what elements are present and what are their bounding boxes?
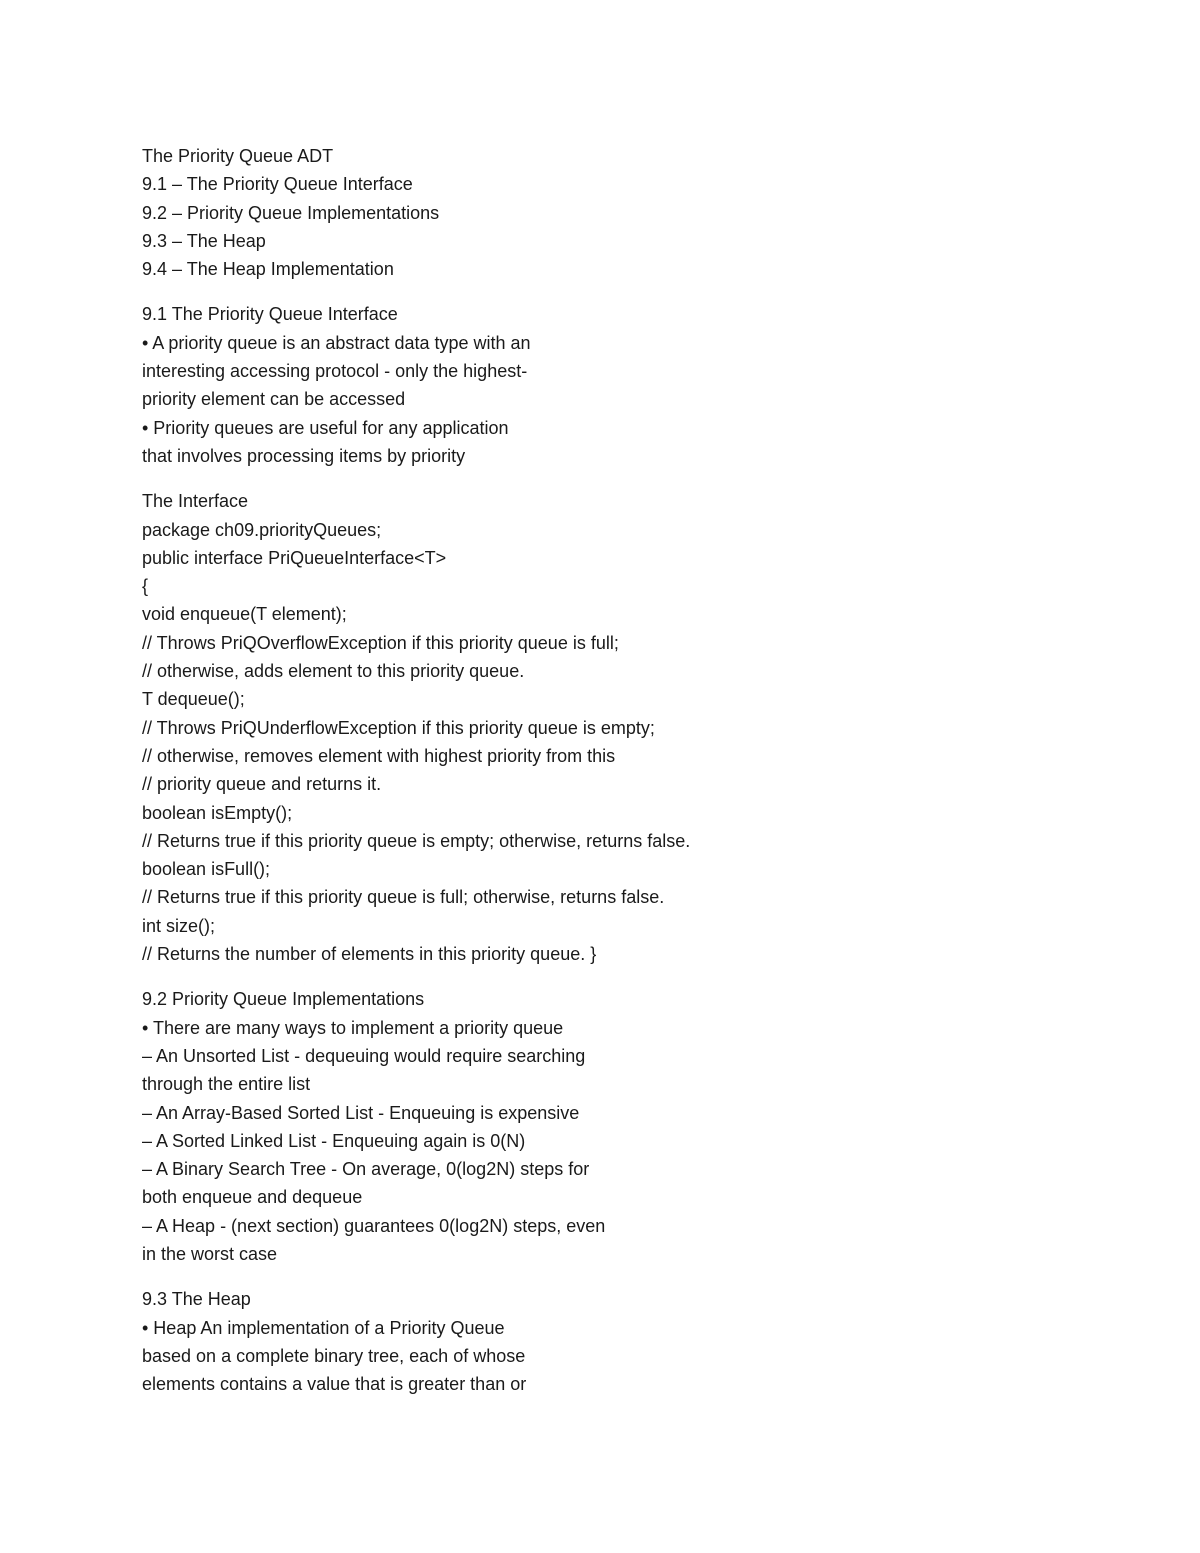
text-line: based on a complete binary tree, each of whose — [142, 1345, 526, 1366]
code-line: // otherwise, removes element with highest priority from this — [142, 745, 616, 766]
code-line: public interface PriQueueInterface<T> — [142, 547, 447, 568]
paragraph-gap — [142, 283, 1042, 300]
paragraph-gap — [142, 1268, 1042, 1285]
code-line: // priority queue and returns it. — [142, 774, 382, 795]
code-line: // otherwise, adds element to this priority queue. — [142, 661, 525, 682]
toc-block — [142, 142, 1042, 283]
text-line: – A Sorted Linked List - Enqueuing again is 0(N) — [142, 1130, 526, 1151]
text-line: both enqueue and dequeue — [142, 1187, 363, 1208]
text-line: priority element can be accessed — [142, 389, 406, 410]
text-line: – An Array-Based Sorted List - Enqueuing is expensive — [142, 1102, 580, 1123]
document-title: The Priority Queue ADT — [142, 146, 334, 166]
text-line: – A Heap - (next section) guarantees 0(log2N) steps, even — [142, 1215, 606, 1236]
text-line: in the worst case — [142, 1243, 278, 1264]
section-heading: 9.3 The Heap — [142, 1289, 251, 1310]
text-line: • A priority queue is an abstract data type with an — [142, 332, 531, 353]
code-line: // Throws PriQUnderflowException if this priority queue is empty; — [142, 717, 655, 738]
section-heading: 9.2 Priority Queue Implementations — [142, 989, 425, 1010]
code-line: { — [142, 576, 149, 597]
section-heading: The Interface — [142, 491, 249, 512]
section-heading: 9.1 The Priority Queue Interface — [142, 304, 398, 325]
text-line: – An Unsorted List - dequeuing would require searching — [142, 1045, 586, 1066]
toc-item: 9.4 – The Heap Implementation — [142, 259, 394, 280]
code-line: // Returns the number of elements in this priority queue. } — [142, 944, 597, 965]
code-line: T dequeue(); — [142, 689, 245, 710]
code-line: boolean isFull(); — [142, 859, 271, 880]
paragraph-gap — [142, 968, 1042, 985]
code-line: // Returns true if this priority queue is full; otherwise, returns false. — [142, 887, 665, 908]
code-line: // Throws PriQOverflowException if this priority queue is full; — [142, 632, 619, 653]
code-line: // Returns true if this priority queue is empty; otherwise, returns false. — [142, 830, 691, 851]
toc-item: 9.3 – The Heap — [142, 230, 266, 251]
text-line: interesting accessing protocol - only the highest- — [142, 361, 528, 382]
interface-code-block — [142, 487, 1042, 968]
section-9-1-block — [142, 300, 1042, 470]
paragraph-gap — [142, 470, 1042, 487]
code-line: int size(); — [142, 915, 216, 936]
document-body — [142, 142, 1042, 1398]
section-9-3-block — [142, 1285, 1042, 1398]
code-line: void enqueue(T element); — [142, 604, 347, 625]
code-line: package ch09.priorityQueues; — [142, 519, 382, 540]
code-line: boolean isEmpty(); — [142, 802, 293, 823]
text-line: elements contains a value that is greater than or — [142, 1374, 527, 1395]
text-line: • Priority queues are useful for any application — [142, 417, 509, 438]
toc-item: 9.2 – Priority Queue Implementations — [142, 202, 440, 223]
section-9-2-block — [142, 985, 1042, 1268]
toc-item: 9.1 – The Priority Queue Interface — [142, 174, 413, 195]
text-line: that involves processing items by priority — [142, 445, 466, 466]
text-line: through the entire list — [142, 1074, 311, 1095]
text-line: • Heap An implementation of a Priority Queue — [142, 1317, 505, 1338]
text-line: – A Binary Search Tree - On average, 0(log2N) steps for — [142, 1159, 590, 1180]
text-line: • There are many ways to implement a priority queue — [142, 1017, 564, 1038]
